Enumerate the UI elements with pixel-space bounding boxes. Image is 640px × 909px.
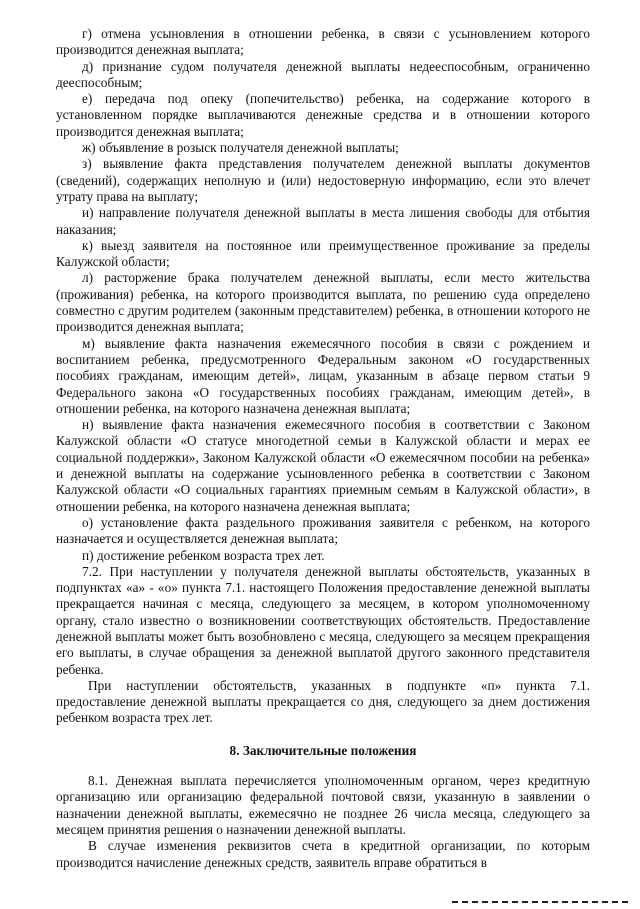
clause-l: л) расторжение брака получателем денежной выплаты, если место жительства (проживания) ребенка, на которого производится выплата, по решению суда определено совместно с другим родителем (законным представителем) ребенка, в отношении которого не производится денежная выплата; <box>56 270 590 335</box>
clause-d: д) признание судом получателя денежной выплаты недееспособным, ограниченно дееспособным; <box>56 58 590 90</box>
page-bottom-dashed-line <box>452 901 628 903</box>
clause-zh: ж) объявление в розыск получателя денежной выплаты; <box>82 140 399 156</box>
paragraph-8-1: 8.1. Денежная выплата перечисляется уполномоченным органом, через кредитную организацию или организацию федеральной почтовой связи, указанную в заявлении о назначении денежной выплаты, ежемесячно не позднее 26 числа месяца, следующего за месяцем принятия решения о назначении денежной выплаты. <box>56 773 590 837</box>
clause-z: з) выявление факта представления получателем денежной выплаты документов (сведений), содержащих неполную и (или) недостоверную информацию, если это влечет утрату права на выплату; <box>56 156 590 204</box>
section-heading: 8. Заключительные положения <box>229 742 417 758</box>
paragraph-8-1-continued: В случае изменения реквизитов счета в кредитной организации, по которым производится начисление денежных средств, заявитель вправе обратиться в <box>56 838 590 870</box>
clause-n: н) выявление факта назначения ежемесячного пособия в соответствии с Законом Калужской области «О статусе многодетной семьи в Калужской области и мерах ее социальной поддержки», Законом Калужской области «О ежемесячном пособии на ребенка» и денежной выплаты на содержание усыновленного ребенка в соответствии с Законом Калужской области «О социальных гарантиях приемным семьям в Калужской области», в отношении ребенка, на которого назначена денежная выплата; <box>56 417 590 514</box>
clause-o: о) установление факта раздельного проживания заявителя с ребенком, на которого назначается и осуществляется денежная выплата; <box>56 514 590 547</box>
paragraph-7-2: 7.2. При наступлении у получателя денежной выплаты обстоятельств, указанных в подпунктах «а» - «о» пункта 7.1. настоящего Положения предоставление денежной выплаты прекращается начиная с месяца, следующего за месяцем, в котором уполномоченному органу, стало известно о возникновении соответствующих обстоятельств. Предоставление денежной выплаты может быть возобновлено с месяца, следующего за месяцем прекращения его выплаты, в случае обращения за денежной выплатой другого законного представителя ребенка. <box>56 563 590 677</box>
clause-p: п) достижение ребенком возраста трех лет. <box>82 547 325 563</box>
clause-m: м) выявление факта назначения ежемесячного пособия в связи с рождением и воспитанием ребенка, предусмотренного Федеральным законом «О государственных пособиях гражданам, имеющим детей», лицам, указанным в абзаце первом статьи 9 Федерального закона «О государственных пособиях гражданам, имеющим детей», в отношении ребенка, на которого назначена денежная выплата; <box>56 335 590 416</box>
paragraph-7-2-continued: При наступлении обстоятельств, указанных в подпункте «п» пункта 7.1. предоставление денежной выплаты прекращается со дня, следующего за днем достижения ребенком возраста трех лет. <box>56 677 590 726</box>
clause-i: и) направление получателя денежной выплаты в места лишения свободы для отбытия наказания; <box>56 205 590 237</box>
clause-g: г) отмена усыновления в отношении ребенка, в связи с усыновлением которого производится денежная выплата; <box>56 26 590 58</box>
document-body <box>56 26 590 871</box>
clause-e: е) передача под опеку (попечительство) ребенка, на содержание которого в установленном порядке выплачиваются денежные средства и в отношении которого производится денежная выплата; <box>56 91 590 139</box>
clause-k: к) выезд заявителя на постоянное или преимущественное проживание за пределы Калужской области; <box>56 237 590 270</box>
